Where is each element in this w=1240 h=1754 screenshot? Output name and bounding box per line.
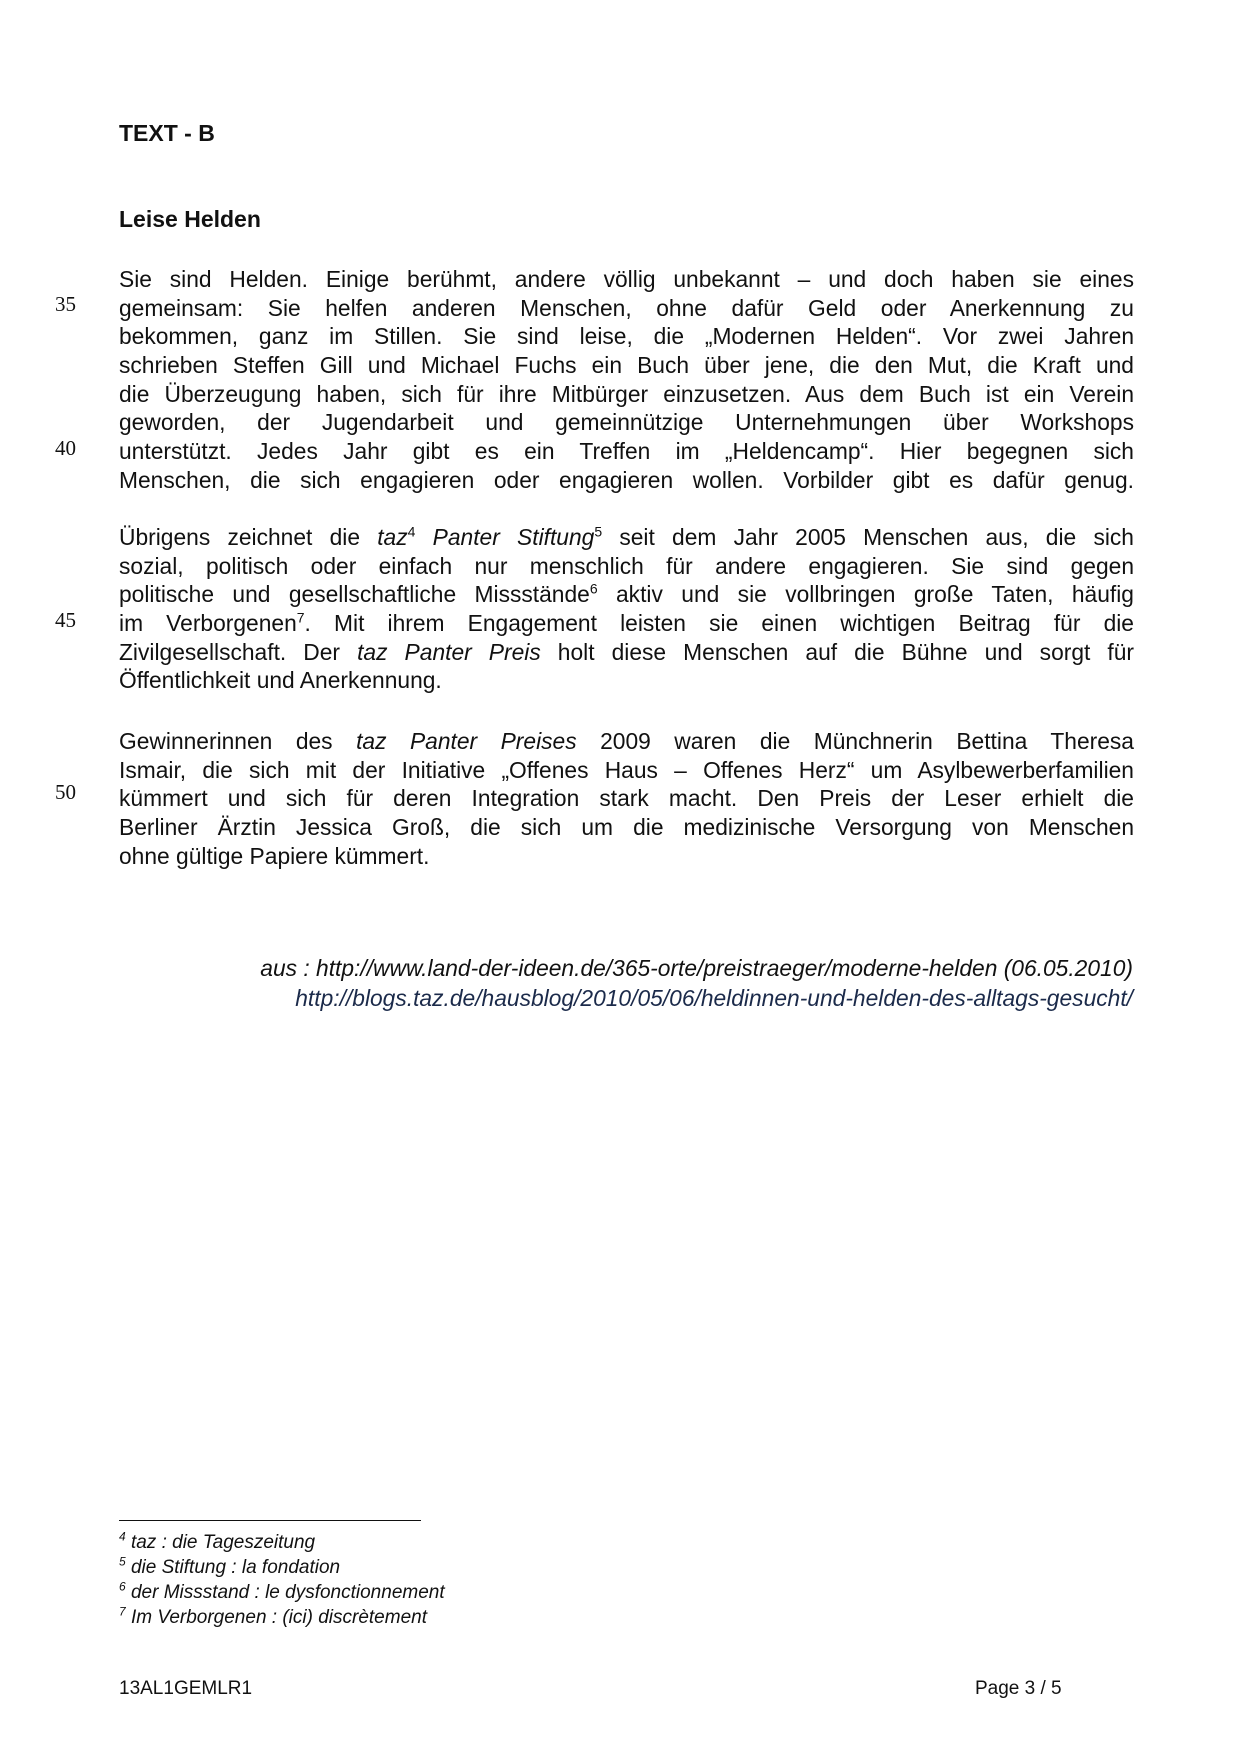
paragraph-3	[119, 727, 1134, 870]
text-run-italic: taz	[377, 524, 408, 550]
paragraph-line: Menschen, die sich engagieren oder engagieren wollen. Vorbilder gibt es dafür genug.	[119, 466, 1134, 493]
text-run: Gewinnerinnen des	[119, 728, 357, 754]
document-code: 13AL1GEMLR1	[119, 1678, 253, 1699]
paragraph-line: kümmert und sich für deren Integration stark macht. Den Preis der Leser erhielt die	[119, 785, 1134, 812]
paragraph-line	[119, 638, 1134, 667]
text-run-italic: Panter Stiftung	[415, 524, 595, 550]
text-run: aktiv und sie vollbringen große Taten, häufig	[597, 581, 1134, 608]
line-number-45: 45	[55, 608, 76, 632]
footnote-ref-5: 5	[594, 523, 603, 540]
footnote-number: 4	[119, 1529, 126, 1544]
footnote-6	[119, 1579, 445, 1604]
footnote-number: 7	[119, 1604, 126, 1619]
text-run: . Mit ihrem Engagement leisten sie einen wichtigen Beitrag für die	[304, 610, 1134, 637]
paragraph-line: Ismair, die sich mit der Initiative „Offenes Haus – Offenes Herz“ um Asylbewerberfamilien	[119, 756, 1134, 783]
line-number-50: 50	[55, 780, 76, 804]
text-run-italic: taz Panter Preis	[357, 638, 541, 665]
footnote-number: 5	[119, 1554, 126, 1569]
footnote-7	[119, 1604, 427, 1629]
paragraph-line: Sie sind Helden. Einige berühmt, andere völlig unbekannt – und doch haben sie eines	[119, 266, 1134, 292]
text-run-italic: taz Panter Preises	[356, 728, 577, 754]
source-line-1: aus : http://www.land-der-ideen.de/365-orte/preistraeger/moderne-helden (06.05.2010)	[260, 955, 1133, 981]
text-run: im Verborgenen	[119, 610, 297, 637]
section-label: TEXT - B	[119, 120, 215, 146]
footnote-text: die Stiftung : la fondation	[125, 1557, 341, 1578]
paragraph-2	[119, 523, 1134, 695]
paragraph-line: bekommen, ganz im Stillen. Sie sind leise, die „Modernen Helden“. Vor zwei Jahren	[119, 323, 1134, 350]
paragraph-line: gemeinsam: Sie helfen anderen Menschen, ohne dafür Geld oder Anerkennung zu	[119, 294, 1134, 321]
paragraph-line	[119, 609, 1134, 638]
footnote-number: 6	[119, 1579, 126, 1594]
paragraph-line: Berliner Ärztin Jessica Groß, die sich um die medizinische Versorgung von Menschen	[119, 814, 1134, 841]
text-run: politische und gesellschaftliche Missstände	[119, 581, 590, 608]
footnote-4	[119, 1529, 316, 1554]
paragraph-1	[119, 265, 1134, 495]
paragraph-line: unterstützt. Jedes Jahr gibt es ein Treffen im „Heldencamp“. Hier begegnen sich	[119, 438, 1134, 465]
paragraph-line: geworden, der Jugendarbeit und gemeinnützige Unternehmungen über Workshops	[119, 409, 1134, 436]
footnote-ref-7: 7	[296, 609, 305, 626]
text-run: Zivilgesellschaft. Der	[119, 638, 358, 665]
page-number: Page 3 / 5	[975, 1678, 1062, 1699]
paragraph-line	[119, 580, 1134, 609]
footnote-ref-4: 4	[407, 523, 416, 540]
footnote-text: taz : die Tageszeitung	[125, 1532, 316, 1553]
text-run: 2009 waren die Münchnerin Bettina Theresa	[576, 728, 1134, 754]
paragraph-line: ohne gültige Papiere kümmert.	[119, 842, 430, 869]
paragraph-line: die Überzeugung haben, sich für ihre Mitbürger einzusetzen. Aus dem Buch ist ein Verein	[119, 380, 1134, 407]
source-link[interactable]: http://blogs.taz.de/hausblog/2010/05/06/heldinnen-und-helden-des-alltags-gesucht/	[295, 985, 1133, 1011]
paragraph-line	[119, 727, 1134, 756]
text-run: seit dem Jahr 2005 Menschen aus, die sich	[602, 524, 1134, 550]
paragraph-line: schrieben Steffen Gill und Michael Fuchs ein Buch über jene, die den Mut, die Kraft und	[119, 352, 1134, 379]
line-number-40: 40	[55, 436, 76, 460]
footnote-5	[119, 1554, 341, 1579]
footnote-text: der Missstand : le dysfonctionnement	[125, 1582, 445, 1603]
line-number-35: 35	[55, 292, 76, 316]
paragraph-line: Öffentlichkeit und Anerkennung.	[119, 667, 442, 694]
paragraph-line: sozial, politisch oder einfach nur menschlich für andere engagieren. Sie sind gegen	[119, 552, 1134, 579]
text-title: Leise Helden	[119, 206, 261, 232]
paragraph-line	[119, 523, 1134, 552]
text-run: holt diese Menschen auf die Bühne und sorgt für	[540, 638, 1135, 665]
footnote-text: Im Verborgenen : (ici) discrètement	[125, 1607, 427, 1628]
footnote-ref-6: 6	[589, 580, 598, 597]
text-run: Übrigens zeichnet die	[119, 524, 378, 550]
footnote-separator	[119, 1520, 421, 1521]
